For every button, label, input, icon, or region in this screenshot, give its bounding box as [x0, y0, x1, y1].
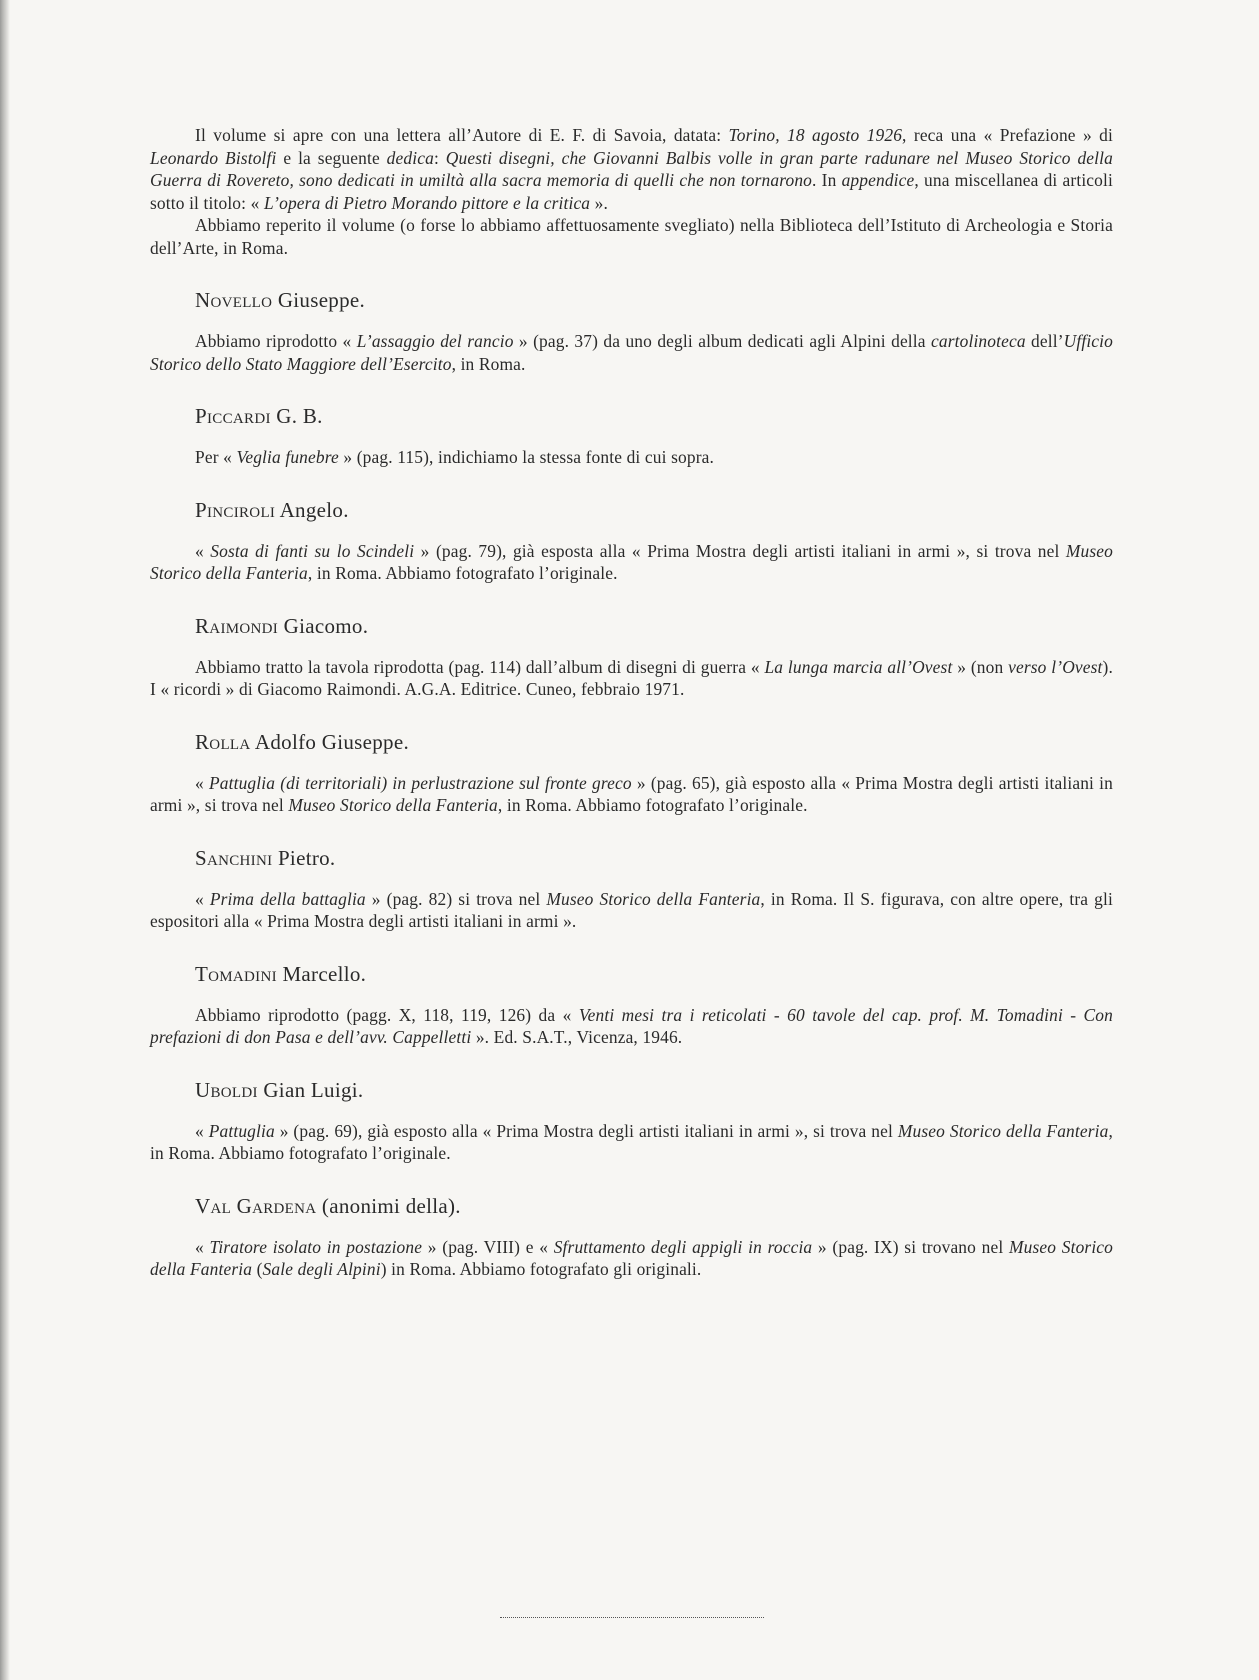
text-run: ( [252, 1259, 263, 1279]
artist-heading [150, 961, 1113, 987]
text-run: Abbiamo riprodotto « [195, 331, 357, 351]
text-run: , in Roma. Abbiamo fotografato l’originale. [307, 563, 618, 583]
artist-note [150, 446, 1113, 469]
artist-note [150, 656, 1113, 701]
text-run: » (pag. IX) si trovano nel [812, 1236, 1009, 1257]
text-run: Abbiamo riprodotto (pagg. X, 118, 119, 126) da « [195, 1004, 579, 1025]
artist-entry [150, 1193, 1113, 1281]
italic-run: La lunga marcia all’Ovest [764, 656, 953, 677]
artist-entry [150, 845, 1113, 933]
artist-note [150, 1120, 1113, 1165]
italic-run: L’opera di Pietro Morando pittore e la critica [263, 192, 591, 213]
text-run: Il volume si apre con una lettera all’Autore di E. F. di Savoia, datata: [195, 125, 729, 145]
text-run: « [195, 540, 211, 561]
text-run: » (pag. 82) si trova nel [365, 888, 547, 909]
artist-heading [150, 287, 1113, 313]
text-run: . In [812, 170, 842, 190]
italic-run: Museo Storico della Fanteria [150, 1236, 1114, 1279]
italic-run: L’assaggio del rancio [356, 331, 514, 351]
artist-surname: Rolla [195, 729, 251, 754]
artist-note [150, 540, 1113, 585]
end-dotted-rule [500, 1617, 764, 1618]
artist-given-name: Giacomo. [278, 613, 369, 638]
italic-run: Torino, 18 agosto 1926 [728, 125, 903, 145]
italic-run: Tiratore isolato in postazione [209, 1236, 423, 1257]
italic-run: Sale degli Alpini [262, 1259, 381, 1279]
italic-run: Leonardo Bistolfi [150, 147, 277, 168]
artist-entry [150, 729, 1113, 817]
artist-entry [150, 287, 1113, 375]
artist-given-name: G. B. [270, 404, 323, 428]
entries-list [150, 287, 1113, 1281]
artist-heading [150, 845, 1113, 871]
italic-run: Sfruttamento degli appigli in roccia [553, 1236, 813, 1257]
artist-surname: Novello [195, 288, 273, 312]
text-run: ». Ed. S.A.T., Vicenza, 1946. [471, 1027, 683, 1047]
artist-entry [150, 961, 1113, 1049]
text-run: Abbiamo reperito il volume (o forse lo abbiamo affettuosamente svegliato) nella Biblioteca dell’Istituto di Archeologia e Storia dell’Arte, in Roma. [150, 215, 1113, 258]
artist-surname: Uboldi [195, 1077, 258, 1102]
italic-run: cartolinoteca [931, 331, 1026, 351]
text-run: « [195, 888, 210, 909]
italic-run: Questi disegni, che Giovanni Balbis volle in gran parte radunare nel Museo Storico della Guerra di Rovereto, sono dedicati in umiltà alla sacra memoria di quelli che non tornarono [150, 147, 1113, 190]
italic-run: Pattuglia (di territoriali) in perlustrazione sul fronte greco [209, 772, 632, 793]
italic-run: Museo Storico della Fanteria [546, 888, 761, 909]
artist-note [150, 888, 1113, 933]
intro-paragraph-2 [150, 214, 1113, 259]
artist-entry [150, 1077, 1113, 1165]
artist-heading [150, 613, 1113, 639]
text-run: , in Roma. Il S. figurava, con altre opere, tra gli espositori alla « Prima Mostra degli artisti italiani in armi ». [150, 888, 1113, 931]
italic-run: Sosta di fanti su lo Scindeli [210, 540, 415, 561]
artist-entry [150, 497, 1113, 585]
italic-run: Prima della battaglia [209, 888, 366, 909]
artist-given-name: Angelo. [275, 497, 349, 522]
text-run: « [195, 772, 209, 793]
text-run: « [195, 1120, 209, 1141]
text-run: , in Roma. Abbiamo fotografato l’originale. [150, 1120, 1113, 1163]
text-run: » (pag. 115), indichiamo la stessa fonte di cui sopra. [338, 447, 715, 467]
artist-entry [150, 403, 1113, 469]
italic-run: Museo Storico della Fanteria [150, 540, 1114, 583]
text-run: » (pag. 79), già esposta alla « Prima Mostra degli artisti italiani in armi », si trova nel [414, 540, 1066, 561]
text-run: : [433, 147, 446, 168]
page-body [150, 124, 1113, 1281]
text-run: Abbiamo tratto la tavola riprodotta (pag. 114) dall’album di disegni di guerra « [195, 656, 765, 677]
text-run: ». [590, 192, 608, 213]
artist-surname: Pinciroli [195, 497, 276, 522]
text-run: » (non [952, 656, 1009, 677]
artist-surname: Sanchini [195, 845, 273, 870]
text-run: » (pag. 37) da uno degli album dedicati agli Alpini della [513, 331, 931, 351]
artist-entry [150, 613, 1113, 701]
text-run: ) in Roma. Abbiamo fotografato gli originali. [380, 1259, 702, 1279]
artist-surname: Tomadini [195, 961, 277, 986]
text-run: « [195, 1236, 210, 1257]
text-run: » (pag. 69), già esposto alla « Prima Mostra degli artisti italiani in armi », si trova nel [274, 1120, 898, 1141]
artist-given-name: Marcello. [276, 961, 367, 986]
artist-given-name: Pietro. [272, 845, 336, 870]
text-run: e la seguente [276, 147, 387, 168]
text-run: , in Roma. [451, 353, 526, 374]
italic-run: Ufficio Storico dello Stato Maggiore dell’Esercito [150, 331, 1114, 374]
artist-heading [150, 403, 1113, 429]
italic-run: verso l’Ovest [1008, 656, 1103, 677]
artist-note [150, 1236, 1113, 1281]
artist-heading [150, 497, 1113, 523]
text-run: , una miscellanea di articoli sotto il titolo: « [150, 170, 1113, 213]
italic-run: Pattuglia [208, 1120, 275, 1141]
artist-given-name: (anonimi della). [316, 1193, 461, 1218]
italic-run: appendice [841, 170, 915, 190]
text-run: ). I « ricordi » di Giacomo Raimondi. A.G.A. Editrice. Cuneo, febbraio 1971. [150, 656, 1113, 699]
text-run: Per « [195, 447, 237, 467]
text-run: dell’ [1025, 331, 1064, 351]
artist-surname: Piccardi [195, 404, 271, 428]
italic-run: Museo Storico della Fanteria [897, 1120, 1109, 1141]
artist-given-name: Giuseppe. [272, 288, 366, 312]
artist-given-name: Adolfo Giuseppe. [250, 729, 409, 754]
artist-note [150, 772, 1113, 817]
italic-run: dedica [386, 147, 434, 168]
artist-note [150, 1004, 1113, 1049]
intro-paragraph-1 [150, 124, 1113, 214]
book-spine-shadow [0, 0, 10, 1680]
artist-surname: Raimondi [195, 613, 279, 638]
text-run: , in Roma. Abbiamo fotografato l’originale. [497, 795, 808, 815]
text-run: , reca una « Prefazione » di [902, 125, 1113, 145]
artist-heading [150, 729, 1113, 755]
text-run: » (pag. 65), già esposto alla « Prima Mostra degli artisti italiani in armi », si trova nel [150, 772, 1114, 815]
italic-run: Museo Storico della Fanteria [288, 795, 498, 815]
text-run: » (pag. VIII) e « [422, 1236, 554, 1257]
artist-heading [150, 1077, 1113, 1103]
artist-heading [150, 1193, 1113, 1219]
italic-run: Venti mesi tra i reticolati - 60 tavole del cap. prof. M. Tomadini - Con prefazioni di don Pasa e dell’avv. Cappelletti [150, 1004, 1113, 1047]
artist-surname: Val Gardena [195, 1193, 317, 1218]
artist-note [150, 330, 1113, 375]
artist-given-name: Gian Luigi. [257, 1077, 364, 1102]
italic-run: Veglia funebre [236, 447, 339, 467]
